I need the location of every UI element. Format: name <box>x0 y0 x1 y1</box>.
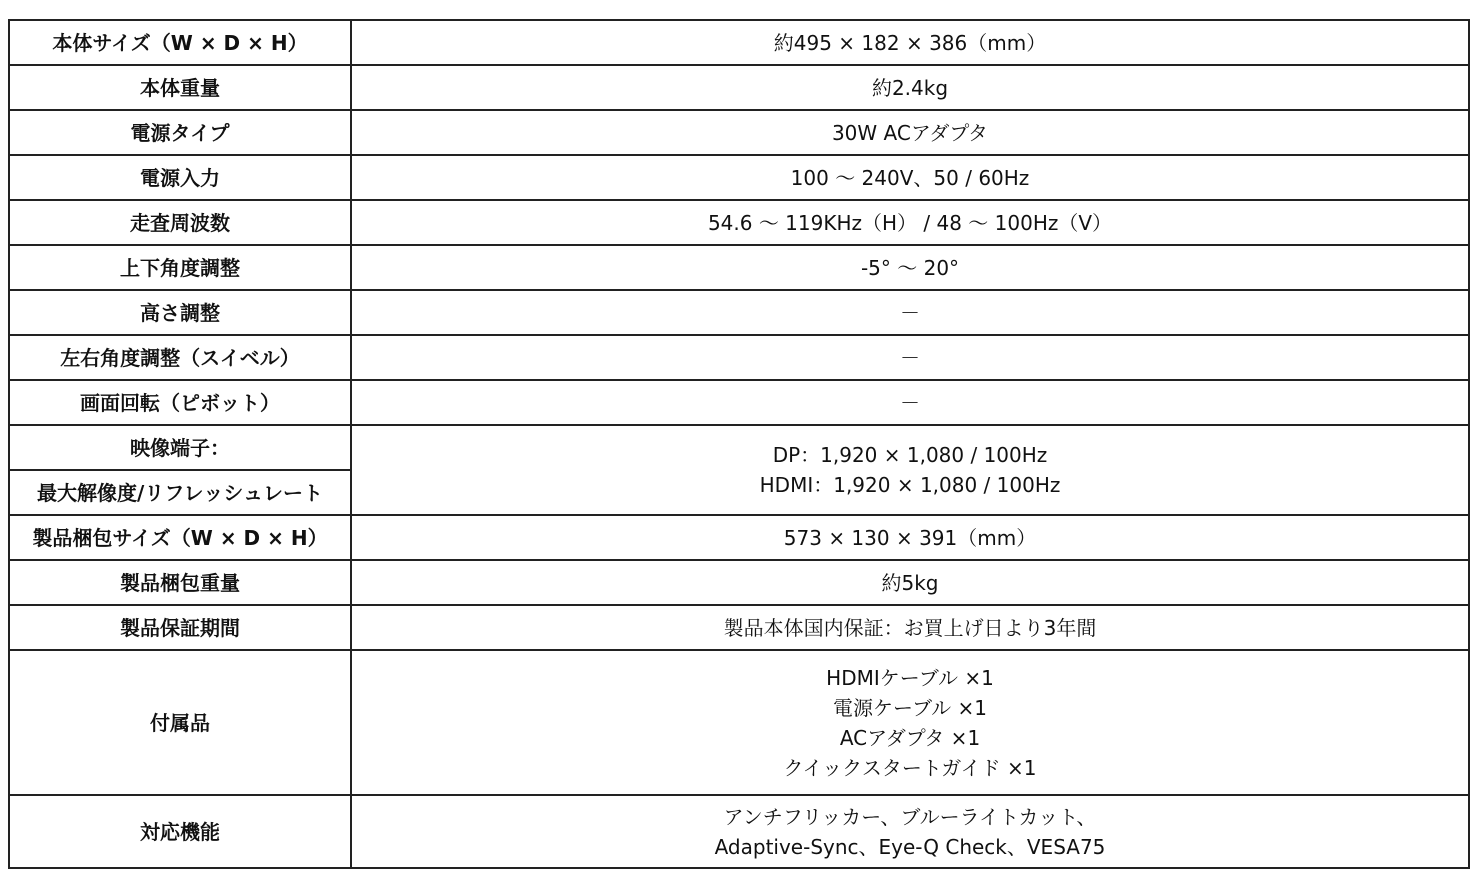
spec-value: 573 × 130 × 391（mm） <box>351 515 1469 560</box>
spec-table <box>8 19 1470 869</box>
spec-label: 映像端子： <box>9 425 351 470</box>
spec-label: 付属品 <box>9 650 351 795</box>
spec-label: 電源入力 <box>9 155 351 200</box>
spec-label: 高さ調整 <box>9 290 351 335</box>
spec-label: 対応機能 <box>9 795 351 868</box>
spec-label: 製品梱包重量 <box>9 560 351 605</box>
spec-value: － <box>351 380 1469 425</box>
spec-label: 本体サイズ（W × D × H） <box>9 20 351 65</box>
spec-value <box>351 425 1469 515</box>
spec-row-accessories <box>9 650 1469 795</box>
spec-value <box>351 650 1469 795</box>
spec-value-line: クイックスタートガイド ×1 <box>783 755 1037 780</box>
spec-value: 30W ACアダプタ <box>351 110 1469 155</box>
spec-label: 本体重量 <box>9 65 351 110</box>
spec-value-line: 電源ケーブル ×1 <box>832 695 988 720</box>
spec-value: -5° ～ 20° <box>351 245 1469 290</box>
spec-value <box>351 795 1469 868</box>
spec-value-line: アンチフリッカー、ブルーライトカット、 <box>723 804 1097 829</box>
spec-value-line: DP：1,920 × 1,080 / 100Hz <box>772 443 1048 467</box>
spec-row-package-size <box>9 515 1469 560</box>
spec-row-body-size <box>9 20 1469 65</box>
spec-row-scan-frequency <box>9 200 1469 245</box>
spec-label: 左右角度調整（スイベル） <box>9 335 351 380</box>
spec-value: － <box>351 290 1469 335</box>
spec-value: 100 ～ 240V、50 / 60Hz <box>351 155 1469 200</box>
spec-row-power-input <box>9 155 1469 200</box>
spec-value-line: Adaptive-Sync、Eye-Q Check、VESA75 <box>714 834 1106 859</box>
spec-value-line: HDMIケーブル ×1 <box>826 665 994 690</box>
spec-label: 画面回転（ピボット） <box>9 380 351 425</box>
spec-value: 54.6 ～ 119KHz（H） / 48 ～ 100Hz（V） <box>351 200 1469 245</box>
spec-row-pivot <box>9 380 1469 425</box>
spec-row-video-terminal <box>9 425 1469 470</box>
spec-label: 最大解像度/リフレッシュレート <box>9 470 351 515</box>
spec-row-power-type <box>9 110 1469 155</box>
spec-value-line: HDMI：1,920 × 1,080 / 100Hz <box>759 473 1061 497</box>
spec-row-warranty <box>9 605 1469 650</box>
spec-label: 製品梱包サイズ（W × D × H） <box>9 515 351 560</box>
spec-value: 約495 × 182 × 386（mm） <box>351 20 1469 65</box>
spec-row-tilt <box>9 245 1469 290</box>
spec-row-features <box>9 795 1469 868</box>
spec-row-package-weight <box>9 560 1469 605</box>
spec-value: － <box>351 335 1469 380</box>
spec-row-swivel <box>9 335 1469 380</box>
spec-label: 走査周波数 <box>9 200 351 245</box>
spec-row-body-weight <box>9 65 1469 110</box>
spec-label: 上下角度調整 <box>9 245 351 290</box>
spec-label: 製品保証期間 <box>9 605 351 650</box>
spec-value: 約5kg <box>351 560 1469 605</box>
spec-value: 製品本体国内保証：お買上げ日より3年間 <box>351 605 1469 650</box>
spec-row-height-adjust <box>9 290 1469 335</box>
spec-label: 電源タイプ <box>9 110 351 155</box>
spec-value-line: ACアダプタ ×1 <box>839 725 981 750</box>
spec-value: 約2.4kg <box>351 65 1469 110</box>
